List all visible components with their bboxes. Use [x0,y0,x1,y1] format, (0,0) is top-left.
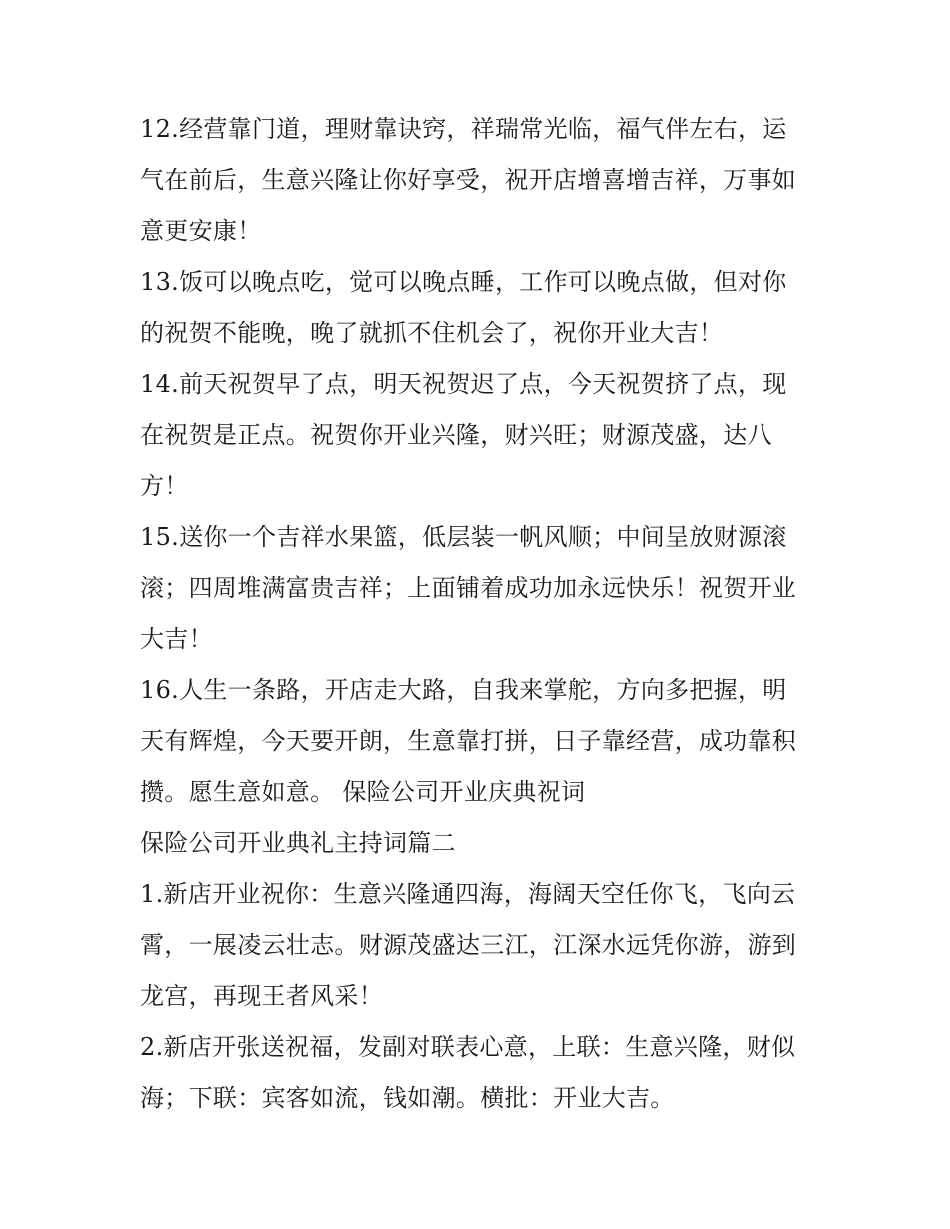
text-line: 大吉！ [140,625,213,653]
text-line: 2.新店开张送祝福，发副对联表心意，上联：生意兴隆，财似 [140,1033,796,1061]
text-line: 14.前天祝贺早了点，明天祝贺迟了点，今天祝贺挤了点，现 [140,370,787,398]
text-line: 在祝贺是正点。祝贺你开业兴隆，财兴旺；财源茂盛，达八 [140,421,772,449]
text-line: 霄，一展凌云壮志。财源茂盛达三江，江深水远凭你游，游到 [140,931,797,959]
text-line: 12.经营靠门道，理财靠诀窍，祥瑞常光临，福气伴左右，运 [140,115,787,143]
text-line: 13.饭可以晚点吃，觉可以晚点睡，工作可以晚点做，但对你 [140,268,787,296]
section-heading: 保险公司开业典礼主持词篇二 [140,829,456,857]
document-page [140,104,820,1124]
text-line: 意更安康！ [140,217,262,245]
text-line: 龙宫，再现王者风采！ [140,982,383,1010]
text-line: 攒。愿生意如意。 保险公司开业庆典祝词 [140,778,586,806]
text-line: 1.新店开业祝你：生意兴隆通四海，海阔天空任你飞，飞向云 [140,880,796,908]
text-line: 15.送你一个吉祥水果篮，低层装一帆风顺；中间呈放财源滚 [140,523,787,551]
text-line: 方！ [140,472,189,500]
text-line: 气在前后，生意兴隆让你好享受，祝开店增喜增吉祥，万事如 [140,166,797,194]
text-line: 的祝贺不能晚，晚了就抓不住机会了，祝你开业大吉！ [140,319,724,347]
text-line: 海；下联：宾客如流，钱如潮。横批：开业大吉。 [140,1084,675,1112]
text-line: 滚；四周堆满富贵吉祥；上面铺着成功加永远快乐！祝贺开业 [140,574,797,602]
text-line: 天有辉煌，今天要开朗，生意靠打拼，日子靠经营，成功靠积 [140,727,797,755]
text-line: 16.人生一条路，开店走大路，自我来掌舵，方向多把握，明 [140,676,787,704]
